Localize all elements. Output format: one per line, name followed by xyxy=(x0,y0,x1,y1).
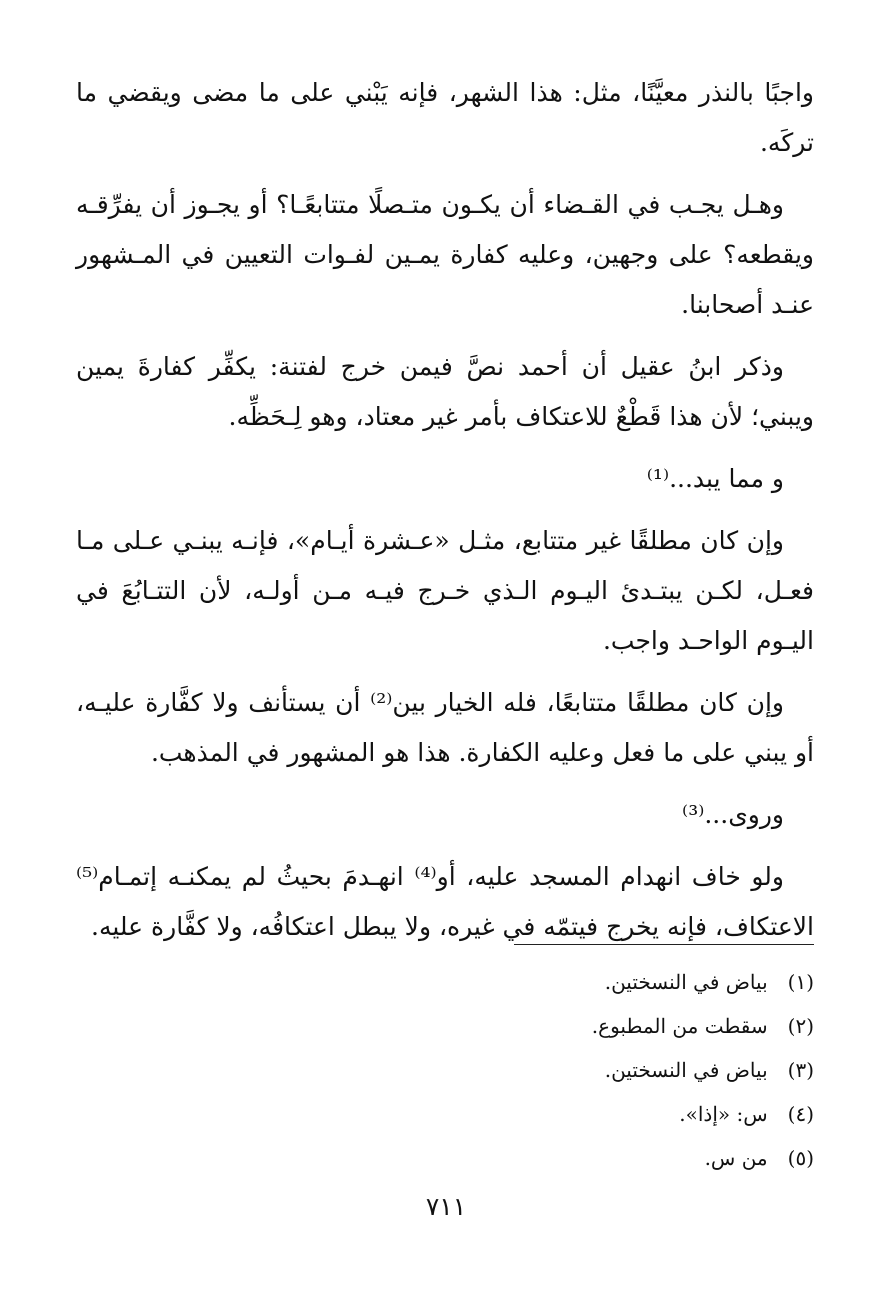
footnote-number: (١) xyxy=(787,970,814,994)
footnote-text: بياض في النسختين. xyxy=(604,1058,768,1082)
paragraph: و مما يبد...⁽¹⁾ xyxy=(646,464,784,493)
paragraph: وهـل يجـب في القـضاء أن يكـون متـصلًا متتابعًـا؟ أو يجـوز أن يفرِّقـه ويقطعه؟ على وجهين، وعليه كفارة يمـين لفـوات التعيين في المـشهور عنـد أصحابنا. xyxy=(76,190,814,319)
paragraph: ولو خاف انهدام المسجد عليه، أو⁽⁴⁾ انهـدمَ بحيثُ لم يمكنـه إتمـام⁽⁵⁾ الاعتكاف، فإنه يخرج فيتمّه في غيره، ولا يبطل اعتكافُه، ولا كفَّارة عليه. xyxy=(76,862,814,941)
main-text xyxy=(76,68,814,964)
footnote-text: من س. xyxy=(704,1146,768,1170)
footnote-text: بياض في النسختين. xyxy=(604,970,768,994)
paragraph: وإن كان مطلقًا غير متتابع، مثـل «عـشرة أيـام»، فإنـه يبنـي عـلى مـا فعـل، لكـن يبتـدئ اليـوم الـذي خـرج فيـه مـن أولـه، لأن التتـابُعَ في اليـوم الواحـد واجب. xyxy=(76,526,814,655)
paragraph: وروى...⁽³⁾ xyxy=(682,800,784,829)
paragraph: واجبًا بالنذر معيَّنًا، مثل: هذا الشهر، فإنه يَبْني على ما مضى ويقضي ما تركَه. xyxy=(76,78,814,157)
footnote-number: (٢) xyxy=(787,1014,814,1038)
footnote-item xyxy=(114,1136,814,1180)
page-number: ٧١١ xyxy=(425,1192,467,1221)
paragraph: وذكر ابنُ عقيل أن أحمد نصَّ فيمن خرج لفتنة: يكفِّر كفارةَ يمين ويبني؛ لأن هذا قَطْعٌ للاعتكاف بأمر غير معتاد، وهو لِـحَظِّه. xyxy=(76,352,814,431)
footnote-number: (٥) xyxy=(787,1146,814,1170)
footnote-number: (٤) xyxy=(787,1102,814,1126)
paragraph: وإن كان مطلقًا متتابعًا، فله الخيار بين⁽²⁾ أن يستأنف ولا كفَّارة عليـه، أو يبني على ما فعل وعليه الكفارة. هذا هو المشهور في المذهب. xyxy=(76,688,814,767)
footnote-item xyxy=(114,1048,814,1092)
footnote-number: (٣) xyxy=(787,1058,814,1082)
footnote-item xyxy=(114,1092,814,1136)
footnote-text: س: «إذا». xyxy=(679,1102,768,1126)
footnote-item xyxy=(114,960,814,1004)
footnote-divider xyxy=(514,944,814,945)
footnotes-list xyxy=(114,960,814,1180)
footnote-text: سقطت من المطبوع. xyxy=(591,1014,768,1038)
footnote-item xyxy=(114,1004,814,1048)
